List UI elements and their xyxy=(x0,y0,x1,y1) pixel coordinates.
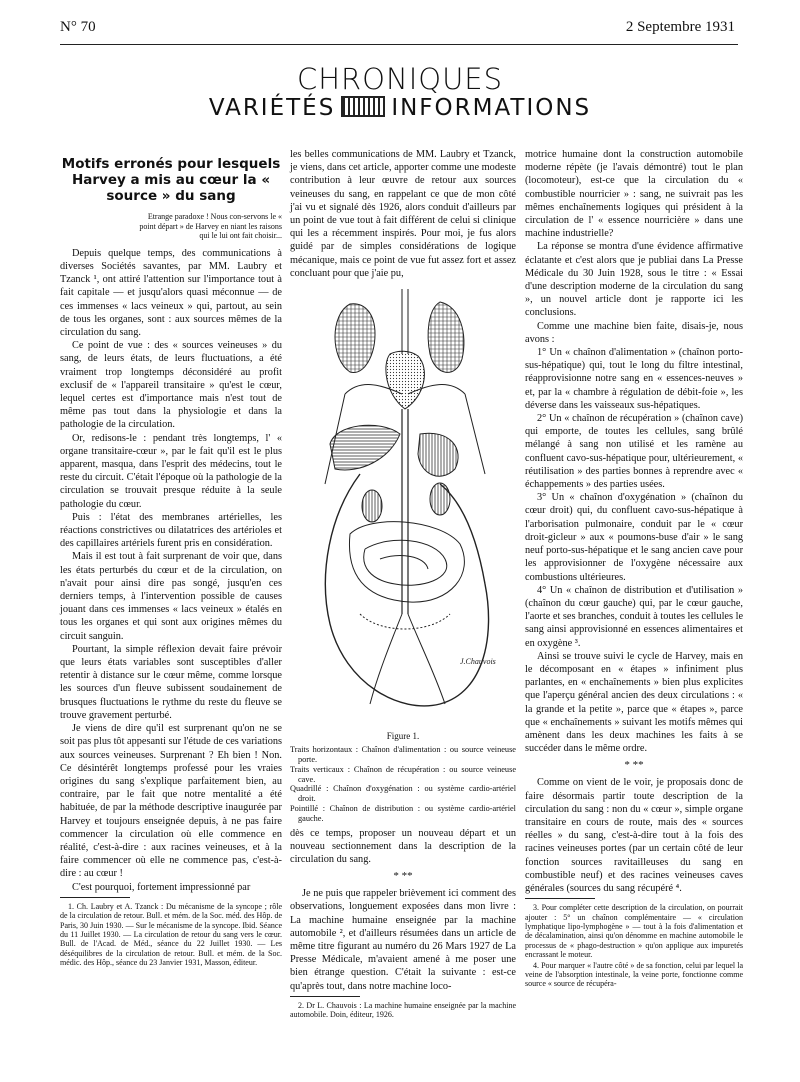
masthead-subtitle xyxy=(0,95,800,121)
paragraph: dès ce temps, proposer un nouveau départ et un nouveau sectionnement dans la description de la circulation du sang. xyxy=(290,827,516,866)
issue-number: N° 70 xyxy=(60,19,96,35)
paragraph: Comme on vient de le voir, je proposais donc de faire désormais partir toute description de la circulation du sang : non du « cœur », simple organe transitaire en cours de route, mais des « sources réelles » du sang, c'est-à-dire tout à la fois des racines veineuses portes (par un certain côté de leur fonction sources ravitailleuses du sang en combustible neuf) et des racines veineuses caves générales (sources du sang récupéré ⁴. xyxy=(525,777,743,894)
column-1 xyxy=(60,148,282,969)
footnote: 4. Pour marquer « l'autre côté » de sa fonction, celui par lequel la veine de l'absorption intestinale, la veine porte, fonctionne comme source « source de récupéra- xyxy=(525,960,743,989)
paragraph: 3° Un « chaînon d'oxygénation » (chaînon du cœur droit) qui, du confluent cavo-sus-hépatique à l'arborisation pulmonaire, conduit par le « cœur droit-gicleur » aux « poumons-buse d'air » le sang neuf porto-sus-hépatique et le sang ancien cave pour les approvisionner de l'oxygène nécessaire aux combustions ultérieures. xyxy=(525,492,743,583)
paragraph: 1° Un « chaînon d'alimentation » (chaînon porto-sus-hépatique) qui, tout le long du filtre intestinal, réapprovisionne notre sang en « essences-neuves » et, par la « chambre à régulation de débit-foie », les déverse dans les vaisseaux sus-hépatiques. xyxy=(525,347,743,411)
paragraph: Mais il est tout à fait surprenant de voir que, dans les états perturbés du cœur et de la circulation, on n'avait pour ainsi dire pas songé, jusqu'en ces derniers temps, à l'intervention possible de causes jouant dans ces immenses « lacs veineux » étalés en tous les organes et qui sont aux origines mêmes du circuit sanguin. xyxy=(60,551,282,642)
ornament-et-icon xyxy=(341,96,385,117)
anatomical-figure xyxy=(290,284,516,728)
masthead-varietes: VARIÉTÉS xyxy=(208,95,336,121)
footnote: 3. Pour compléter cette description de la circulation, on pourrait ajouter : 5° un chaînon complémentaire — « circulation lymphatique lipo-lymphogène » — tout à la fois d'alimentation et de décalamination, ainsi qu'on dénomme en machine automobile le processus de « phago-destruction » qu'on applique aux impuretés encrassant le moteur. xyxy=(525,903,743,960)
column-2 xyxy=(290,148,516,1021)
epigraph: Etrange paradoxe ! Nous con-servons le « point départ » de Harvey en niant les raisons qui le lui ont fait choisir... xyxy=(139,212,282,241)
circulation-diagram xyxy=(290,284,516,728)
masthead-chroniques: CHRONIQUES xyxy=(296,62,504,96)
legend-item: Traits verticaux : Chaînon de récupération : ou source veineuse cave. xyxy=(290,764,516,784)
paragraph: les belles communications de MM. Laubry et Tzanck, je viens, dans cet article, apporter comme une modeste contribution à leur œuvre de retour aux sources veineuses du sang, en rappelant ce que de mon côté j'ai vu et signalé dès 1926, alors conduit d'ailleurs par un point de vue tout à fait différent de celui si clinique qui les a récemment inspirés. Pour moi, je fus alors guidé par de simples considérations de logique mécanique, mais ce point de vue fut assez fort et assez concluant pour que j'aie pu, xyxy=(290,149,516,279)
footnote-rule xyxy=(290,996,360,997)
issue-date: 2 Septembre 1931 xyxy=(625,19,735,35)
paragraph: Pourtant, la simple réflexion devait faire prévoir que leurs états variables sont susceptibles d'aller retentir à distance sur le cœur même, comme lorsque les sources d'un fleuve subissent soudainement de brusques fluctuations le rythme du reste du fleuve se trouve gravement perturbé. xyxy=(60,643,282,721)
paragraph: Je ne puis que rappeler brièvement ici comment des observations, longuement exposées dans mon livre : La machine humaine enseignée par la machine automobile ², et d'ailleurs résumées dans un article de même titre figurant au numéro du 26 Mars 1927 de La Presse Médicale, m'avaient amené à me poser une bien étrange question. C'était la suivante : est-ce qu'après tout, dans notre machine loco- xyxy=(290,888,516,992)
figure-signature: J.Chauvois xyxy=(460,657,496,667)
footnote: 2. Dr L. Chauvois : La machine humaine enseignée par la machine automobile. Doin, éditeur, 1926. xyxy=(290,1000,516,1020)
legend-item: Quadrillé : Chaînon d'oxygénation : ou système cardio-artériel droit. xyxy=(290,784,516,804)
legend-item: Pointillé : Chaînon de distribution : ou système cardio-artériel gauche. xyxy=(290,804,516,823)
paragraph: Comme une machine bien faite, disais-je, nous avons : xyxy=(525,320,743,345)
paragraph: C'est pourquoi, fortement impressionné par xyxy=(72,881,251,893)
legend-item: Traits horizontaux : Chaînon d'alimentation : ou source veineuse porte. xyxy=(290,745,516,765)
paragraph: Puis : l'état des membranes artérielles, les réactions constrictives ou dilatatrices des artérioles et des capillaires artériels furent pris en considération. xyxy=(60,511,282,550)
paragraph: Or, redisons-le : pendant très longtemps, l' « organe transitaire-cœur », par le fait qu'il est le plus apparent, masqua, dans l'esprit des médecins, tout le reste du circuit. C'était l'époque où la pathologie de la circulation se trouvait presque réduite à la seule pathologie du cœur. xyxy=(60,432,282,510)
paragraph: Ce point de vue : des « sources veineuses » du sang, de leurs états, de leurs fluctuations, a été vraiment trop longtemps déconsidéré au profit exclusif de « l'appareil transitaire » qu'est le cœur, lequel certes est d'importance mais n'est tout de même pas tout dans la physiologie et dans la pathologie de la circulation. xyxy=(60,340,282,431)
footnotes-col1 xyxy=(60,902,282,968)
paragraph: 2° Un « chaînon de récupération » (chaînon cave) qui emporte, de toutes les cellules, sang brûlé mélangé à sang non utilisé et les ramène au confluent cavo-sus-hépatique pour, ultérieurement, « réutilisation » des parties bonnes à reprendre avec « échappements » des parties usées. xyxy=(525,413,743,491)
section-separator: * ** xyxy=(624,759,644,772)
masthead-informations: INFORMATIONS xyxy=(391,95,592,121)
paragraph: Depuis quelque temps, des communications à diverses Sociétés savantes, par MM. Laubry et Tzanck ¹, ont attiré l'attention sur l'importance tout à fait capitale — et jusqu'alors quasi méconnue — de ces immenses « lacs veineux » qui, partout, au sein de tous les organes, sont : aux sources mêmes de la circulation du sang. xyxy=(60,247,282,338)
paragraph: motrice humaine dont la construction automobile moderne répète (je l'avais démontré) tout le plan (locomoteur), est-ce que la circulation du « combustible nourricier » : sang, ne suivrait pas les mêmes enchaînements logiques qui président à la circulation de l' « essence nourricière » dans une machine industrielle? xyxy=(525,149,743,240)
footnote-rule xyxy=(525,898,595,899)
header-rule xyxy=(60,44,738,45)
column-3 xyxy=(525,148,743,990)
figure-legend xyxy=(290,745,516,823)
footnote: 1. Ch. Laubry et A. Tzanck : Du mécanisme de la syncope ; rôle de la circulation de retour. Bull. et mém. de la Soc. méd. des Hôp. de Paris, 30 Juin 1930. — Sur le mécanisme de la syncope. Ibid. Séance du 11 Juillet 1930. — La circulation de retour du sang vers le cœur. Bull. de l'Acad. de Méd., séance du 22 Juillet 1930. — Les déséquilibres de la circulation de retour. Bull. et mém. de la Soc. médic. des Hôp., séance du 23 Janvier 1931, Masson, éditeur. xyxy=(60,901,282,968)
footnotes-col3 xyxy=(525,903,743,989)
article-title: Motifs erronés pour lesquels Harvey a mis au cœur la « source » du sang xyxy=(61,156,281,204)
paragraph: La réponse se montra d'une évidence affirmative éclatante et c'est alors que je publiai dans La Presse Médicale du 30 Juin 1928, sous le titre : « Essai d'une description moderne de la circulation du sang », un nouvel article dont je rapporte ici les conclusions. xyxy=(525,241,743,319)
section-separator: * ** xyxy=(393,870,413,883)
footnote-rule xyxy=(60,897,130,898)
paragraph: Ainsi se trouve suivi le cycle de Harvey, mais en le décomposant en « étapes » infiniment plus parlantes, en « enchaînements » bien plus explicites que l'aperçu général ancien des deux circulations : « la grande et la petite », parce que « étapes », parce que « enchaînements » suivant les motifs mêmes qui amènent dans les deux machines les faits à se succéder dans le même ordre. xyxy=(525,650,743,755)
paragraph: Je viens de dire qu'il est surprenant qu'on ne se soit pas plus tôt appesanti sur l'étude de ces variations aux sources veineuses. Surprenant ? Eh bien ! Non. Ce désintérêt longtemps professé pour les vraies origines du sang s'explique parfaitement bien, au contraire, par le fait que notre mentalité a été habituée, de par la méthode descriptive inaugurée par Harvey et toujours enseignée depuis, à ne pas faire commencer la circulation où elle commence en réalité, c'est-à-dire : aux racines veineuses, et à la faire commencer où elle ne commence pas, c'est-à-dire : au cœur ! xyxy=(60,723,282,880)
footnotes-col2 xyxy=(290,1001,516,1020)
paragraph: 4° Un « chaînon de distribution et d'utilisation » (chaînon du cœur gauche) qui, par le cœur gauche, l'aorte et ses branches, conduit à toutes les cellules le sang ainsi approvisionné en essences alimentaires et en oxygène ³. xyxy=(525,584,744,649)
figure-title: Figure 1. xyxy=(386,731,420,742)
